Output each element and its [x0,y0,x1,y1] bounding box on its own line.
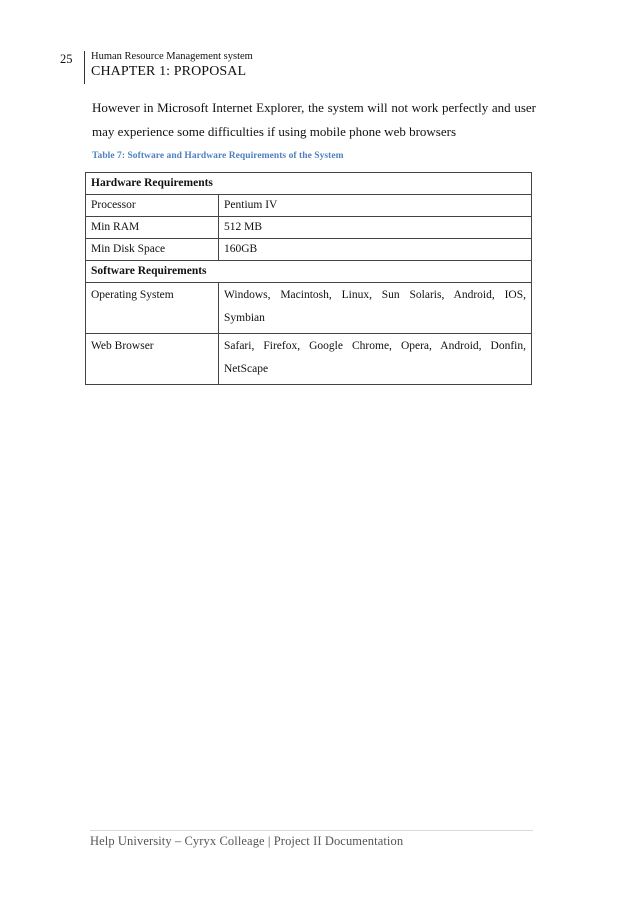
footer-divider [90,830,533,831]
table-row [86,239,532,261]
hardware-requirements-heading: Hardware Requirements [86,173,532,195]
table-cell-value: Pentium IV [219,195,532,217]
chapter-title: CHAPTER 1: PROPOSAL [91,64,247,79]
table-cell-label: Operating System [86,283,219,334]
table-cell-value: Safari, Firefox, Google Chrome, Opera, Android, Donfin, NetScape [219,334,532,385]
table-row [86,334,532,385]
header-divider [84,51,85,84]
table-row [86,283,532,334]
table-cell-value: 160GB [219,239,532,261]
table-cell-label: Processor [86,195,219,217]
header-text [91,50,253,80]
body-paragraph: However in Microsoft Internet Explorer, the system will not work perfectly and user may experience some difficulties if using mobile phone web browsers [92,100,536,139]
document-title: Human Resource Management system [91,51,253,62]
requirements-table [85,172,532,385]
table-cell-value: Windows, Macintosh, Linux, Sun Solaris, Android, IOS, Symbian [219,283,532,334]
table-cell-label: Min Disk Space [86,239,219,261]
table-section-row [86,173,532,195]
software-requirements-heading: Software Requirements [86,261,532,283]
table-cell-value: 512 MB [219,217,532,239]
table-section-row [86,261,532,283]
page-number: 25 [60,52,73,66]
table-row [86,195,532,217]
table-cell-label: Min RAM [86,217,219,239]
page-footer: Help University – Cyryx Colleage | Project II Documentation [90,834,404,848]
page-header [60,50,253,84]
table-caption: Table 7: Software and Hardware Requirements of the System [92,151,344,161]
table-row [86,217,532,239]
table-cell-label: Web Browser [86,334,219,385]
